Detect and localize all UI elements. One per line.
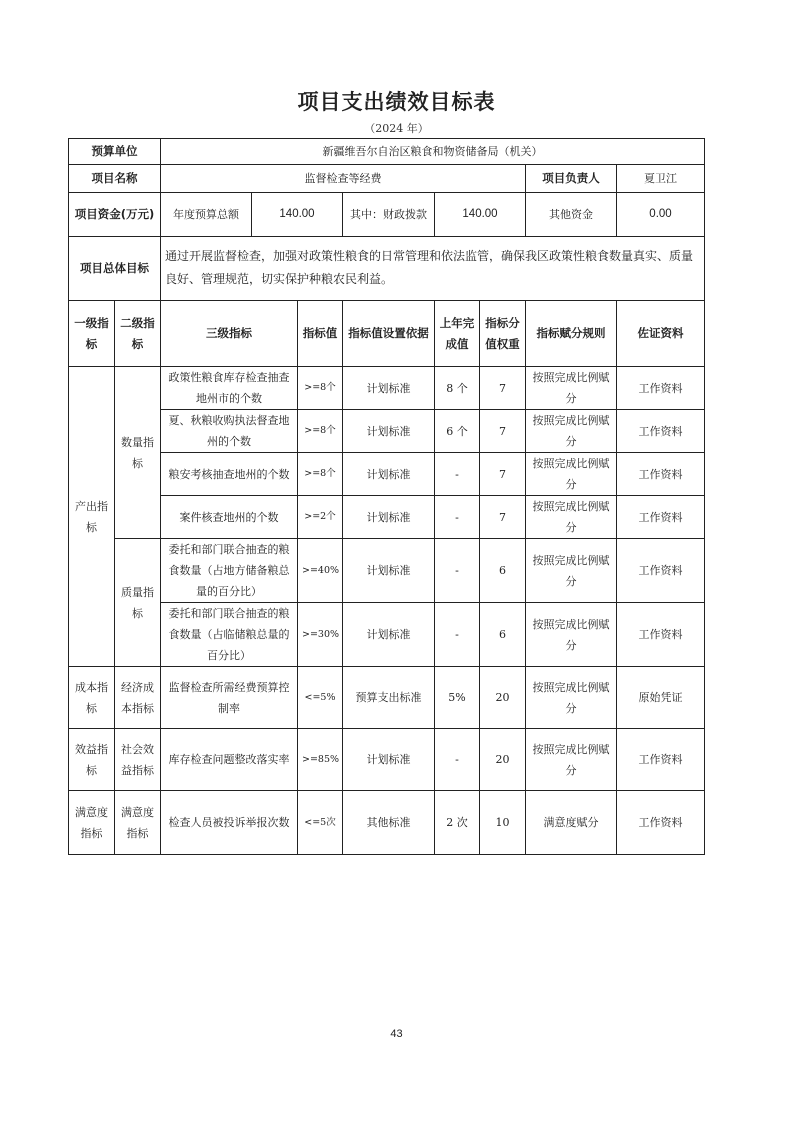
- last-year-value: 5%: [435, 667, 480, 729]
- scoring-rule: 按照完成比例赋分: [526, 667, 617, 729]
- indicator-row: [69, 603, 705, 667]
- indicator-weight: 6: [480, 603, 526, 667]
- header-evidence: 佐证资料: [617, 301, 705, 367]
- last-year-value: 8 个: [435, 367, 480, 410]
- scoring-rule: 满意度赋分: [526, 791, 617, 855]
- value-basis: 计划标准: [343, 496, 435, 539]
- indicator-row: [69, 667, 705, 729]
- last-year-value: -: [435, 729, 480, 791]
- indicator-weight: 6: [480, 539, 526, 603]
- annual-total-value: 140.00: [252, 193, 343, 237]
- value-basis: 计划标准: [343, 603, 435, 667]
- page-number: 43: [390, 1028, 403, 1040]
- scoring-rule: 按照完成比例赋分: [526, 367, 617, 410]
- last-year-value: -: [435, 496, 480, 539]
- header-level3: 三级指标: [161, 301, 298, 367]
- evidence-material: 工作资料: [617, 603, 705, 667]
- level1-indicator: 产出指标: [69, 367, 115, 667]
- evidence-material: 工作资料: [617, 791, 705, 855]
- indicator-weight: 7: [480, 496, 526, 539]
- indicator-row: [69, 367, 705, 410]
- value-basis: 其他标准: [343, 791, 435, 855]
- header-level1: 一级指标: [69, 301, 115, 367]
- level2-indicator: 数量指标: [115, 367, 161, 539]
- indicator-row: [69, 410, 705, 453]
- scoring-rule: 按照完成比例赋分: [526, 539, 617, 603]
- header-level2: 二级指标: [115, 301, 161, 367]
- budget-unit-label: 预算单位: [69, 139, 161, 165]
- indicator-value: >=2个: [298, 496, 343, 539]
- level3-indicator: 案件核查地州的个数: [161, 496, 298, 539]
- level3-indicator: 检查人员被投诉举报次数: [161, 791, 298, 855]
- level3-indicator: 库存检查问题整改落实率: [161, 729, 298, 791]
- level1-indicator: 效益指标: [69, 729, 115, 791]
- level3-indicator: 夏、秋粮收购执法督查地州的个数: [161, 410, 298, 453]
- level3-indicator: 粮安考核抽查地州的个数: [161, 453, 298, 496]
- level3-indicator: 委托和部门联合抽查的粮食数量（占地方储备粮总量的百分比）: [161, 539, 298, 603]
- other-funds-label: 其他资金: [526, 193, 617, 237]
- fiscal-value: 140.00: [435, 193, 526, 237]
- last-year-value: 6 个: [435, 410, 480, 453]
- indicator-row: [69, 496, 705, 539]
- goal-label: 项目总体目标: [69, 237, 161, 301]
- indicator-value: >=40%: [298, 539, 343, 603]
- evidence-material: 工作资料: [617, 496, 705, 539]
- value-basis: 计划标准: [343, 410, 435, 453]
- level1-indicator: 成本指标: [69, 667, 115, 729]
- indicator-row: [69, 791, 705, 855]
- indicator-value: >=30%: [298, 603, 343, 667]
- indicator-value: <=5次: [298, 791, 343, 855]
- last-year-value: -: [435, 603, 480, 667]
- last-year-value: 2 次: [435, 791, 480, 855]
- indicator-weight: 7: [480, 367, 526, 410]
- last-year-value: -: [435, 453, 480, 496]
- level3-indicator: 监督检查所需经费预算控制率: [161, 667, 298, 729]
- level2-indicator: 满意度指标: [115, 791, 161, 855]
- value-basis: 计划标准: [343, 453, 435, 496]
- evidence-material: 工作资料: [617, 539, 705, 603]
- scoring-rule: 按照完成比例赋分: [526, 496, 617, 539]
- indicator-weight: 10: [480, 791, 526, 855]
- indicator-row: [69, 539, 705, 603]
- level2-indicator: 社会效益指标: [115, 729, 161, 791]
- manager-label: 项目负责人: [526, 165, 617, 193]
- indicator-weight: 7: [480, 410, 526, 453]
- year-subtitle: （2024 年）: [364, 122, 429, 135]
- manager-value: 夏卫江: [617, 165, 705, 193]
- scoring-rule: 按照完成比例赋分: [526, 453, 617, 496]
- level3-indicator: 委托和部门联合抽查的粮食数量（占临储粮总量的百分比）: [161, 603, 298, 667]
- scoring-rule: 按照完成比例赋分: [526, 603, 617, 667]
- other-funds-value: 0.00: [617, 193, 705, 237]
- funds-label: 项目资金(万元): [69, 193, 161, 237]
- indicator-value: >=8个: [298, 367, 343, 410]
- header-value: 指标值: [298, 301, 343, 367]
- value-basis: 计划标准: [343, 539, 435, 603]
- indicator-weight: 20: [480, 667, 526, 729]
- indicator-value: >=85%: [298, 729, 343, 791]
- project-name-label: 项目名称: [69, 165, 161, 193]
- indicator-value: >=8个: [298, 453, 343, 496]
- indicator-row: [69, 729, 705, 791]
- indicator-row: [69, 453, 705, 496]
- indicator-weight: 7: [480, 453, 526, 496]
- value-basis: 预算支出标准: [343, 667, 435, 729]
- level2-indicator: 质量指标: [115, 539, 161, 667]
- level3-indicator: 政策性粮食库存检查抽查地州市的个数: [161, 367, 298, 410]
- evidence-material: 原始凭证: [617, 667, 705, 729]
- scoring-rule: 按照完成比例赋分: [526, 729, 617, 791]
- value-basis: 计划标准: [343, 367, 435, 410]
- performance-target-table: [68, 138, 705, 855]
- annual-total-label: 年度预算总额: [161, 193, 252, 237]
- page-title: 项目支出绩效目标表: [297, 90, 496, 114]
- budget-unit-value: 新疆维吾尔自治区粮食和物资储备局（机关）: [161, 139, 705, 165]
- level2-indicator: 经济成本指标: [115, 667, 161, 729]
- header-weight: 指标分值权重: [480, 301, 526, 367]
- project-name-value: 监督检查等经费: [161, 165, 526, 193]
- indicator-value: >=8个: [298, 410, 343, 453]
- indicator-value: <=5%: [298, 667, 343, 729]
- indicator-weight: 20: [480, 729, 526, 791]
- evidence-material: 工作资料: [617, 410, 705, 453]
- evidence-material: 工作资料: [617, 367, 705, 410]
- header-last-year: 上年完成值: [435, 301, 480, 367]
- scoring-rule: 按照完成比例赋分: [526, 410, 617, 453]
- evidence-material: 工作资料: [617, 453, 705, 496]
- last-year-value: -: [435, 539, 480, 603]
- evidence-material: 工作资料: [617, 729, 705, 791]
- fiscal-label: 其中：财政拨款: [343, 193, 435, 237]
- value-basis: 计划标准: [343, 729, 435, 791]
- level1-indicator: 满意度指标: [69, 791, 115, 855]
- goal-text: 通过开展监督检查，加强对政策性粮食的日常管理和依法监管，确保我区政策性粮食数量真实、质量良好、管理规范，切实保护种粮农民利益。: [161, 237, 705, 301]
- header-basis: 指标值设置依据: [343, 301, 435, 367]
- header-rule: 指标赋分规则: [526, 301, 617, 367]
